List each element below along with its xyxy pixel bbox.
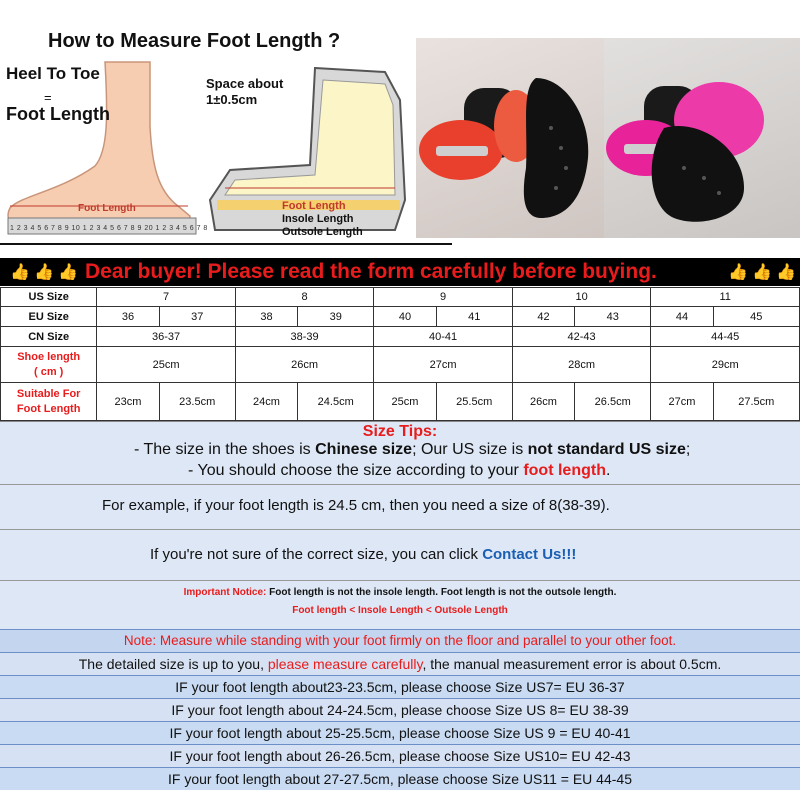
product-images-area: [0, 0, 800, 240]
space-about-label: [206, 76, 283, 108]
contact-us-link[interactable]: Contact Us!!!: [482, 546, 577, 563]
table-row: [1, 288, 800, 307]
table-cell: 38: [235, 307, 297, 327]
list-item: IF your foot length about23-23.5cm, please choose Size US7= EU 36-37: [0, 675, 800, 698]
red-slipper-image: [416, 38, 604, 238]
list-item: IF your foot length about 27-27.5cm, please choose Size US11 = EU 44-45: [0, 767, 800, 790]
table-cell: 39: [298, 307, 374, 327]
table-cell: 42: [512, 307, 574, 327]
size-tips-panel: [0, 421, 800, 484]
detail-highlight: please measure carefully: [267, 656, 423, 672]
insole-length-text: Insole Length: [282, 213, 354, 225]
tips-line-1: [134, 441, 690, 459]
shoe-length-unit: ( cm ): [34, 365, 64, 378]
table-cell: 27.5cm: [713, 383, 799, 421]
table-cell: 44: [651, 307, 713, 327]
table-cell: 40: [374, 307, 436, 327]
space-about-text: Space about: [206, 76, 284, 91]
size-guide-rows: [0, 629, 800, 790]
table-cell: 25cm: [97, 347, 236, 383]
contact-panel: [0, 529, 800, 580]
size-chart-table: [0, 287, 800, 421]
notice-text: Foot length is not the insole length. Foot length is not the outsole length.: [266, 587, 617, 598]
table-row: [1, 307, 800, 327]
list-item: IF your foot length about 24-24.5cm, please choose Size US 8= EU 38-39: [0, 698, 800, 721]
pink-slipper-image: [604, 38, 800, 238]
detail-text: , the manual measurement error is about 0.5cm.: [422, 656, 722, 672]
table-cell: 40-41: [374, 327, 513, 347]
table-cell: 44-45: [651, 327, 800, 347]
product-photo-red: [416, 38, 604, 238]
measure-title: How to Measure Foot Length ?: [48, 30, 341, 52]
table-cell: 8: [235, 288, 374, 307]
example-text: For example, if your foot length is 24.5 cm, then you need a size of 8(38-39).: [102, 497, 610, 514]
banner-text: Dear buyer! Please read the form carefully before buying.: [85, 260, 657, 283]
tips-text-bold: Chinese size: [315, 441, 413, 458]
thumbs-up-icon: 👍: [10, 264, 30, 281]
notice-formula: Foot length < Insole Length < Outsole Length: [292, 605, 508, 616]
measure-note-row: Note: Measure while standing with your foot firmly on the floor and parallel to your other foot.: [0, 629, 800, 652]
suitable-text: Suitable For: [16, 387, 81, 400]
thumbs-up-icon: 👍: [728, 264, 748, 281]
contact-prompt: If you're not sure of the correct size, you can click: [150, 546, 483, 563]
list-item: IF your foot length about 25-25.5cm, please choose Size US 9 = EU 40-41: [0, 721, 800, 744]
tips-line-2: [188, 462, 610, 480]
thumbs-up-icon: 👍: [58, 264, 78, 281]
table-cell: 25cm: [374, 383, 436, 421]
foot-length-text: Foot Length: [282, 200, 346, 212]
table-cell: 26cm: [235, 347, 374, 383]
table-cell: 25.5cm: [436, 383, 512, 421]
tips-text: - You should choose the size according to your: [188, 462, 524, 479]
divider-line: [0, 243, 452, 245]
table-row: [1, 347, 800, 383]
detail-row: [0, 652, 800, 675]
table-cell: 41: [436, 307, 512, 327]
size-tips-title: Size Tips:: [362, 423, 438, 440]
suitable-foot-length-label: [1, 383, 97, 421]
us-size-label: US Size: [1, 288, 97, 307]
thumbs-up-icon: 👍: [752, 264, 772, 281]
tips-text: ; Our US size is: [412, 441, 528, 458]
table-cell: 27cm: [651, 383, 713, 421]
table-cell: 37: [159, 307, 235, 327]
tips-text-highlight: foot length: [523, 462, 606, 479]
table-cell: 23.5cm: [159, 383, 235, 421]
length-labels: [282, 200, 363, 239]
notice-label: Important Notice:: [183, 587, 267, 598]
important-notice-panel: [0, 580, 800, 629]
thumbs-up-icon: 👍: [776, 264, 796, 281]
tips-text-bold: not standard US size: [527, 441, 686, 458]
list-item: IF your foot length about 26-26.5cm, please choose Size US10= EU 42-43: [0, 744, 800, 767]
tips-text: - The size in the shoes is: [134, 441, 316, 458]
table-cell: 7: [97, 288, 236, 307]
equals-label: =: [44, 90, 52, 105]
table-cell: 10: [512, 288, 651, 307]
table-cell: 28cm: [512, 347, 651, 383]
ruler-foot-length-label: Foot Length: [78, 203, 136, 214]
ruler-numbers: 1 2 3 4 5 6 7 8 9 10 1 2 3 4 5 6 7 8 9 20 1 2 3 4 5 6 7 8: [10, 225, 208, 232]
table-cell: 26.5cm: [575, 383, 651, 421]
table-row: [1, 383, 800, 421]
eu-size-label: EU Size: [1, 307, 97, 327]
notice-line-1: [0, 587, 800, 598]
table-cell: 36: [97, 307, 159, 327]
table-cell: 42-43: [512, 327, 651, 347]
table-cell: 36-37: [97, 327, 236, 347]
table-cell: 29cm: [651, 347, 800, 383]
outsole-length-text: Outsole Length: [282, 226, 363, 238]
table-row: [1, 327, 800, 347]
notice-banner: [0, 258, 800, 286]
tips-text: ;: [685, 441, 691, 458]
product-photo-pink: [604, 38, 800, 238]
thumbs-up-icon: 👍: [34, 264, 54, 281]
foot-length-text: Foot Length: [16, 402, 81, 415]
detail-text: The detailed size is up to you,: [78, 656, 268, 672]
shoe-length-text: Shoe length: [17, 350, 81, 363]
table-cell: 24cm: [235, 383, 297, 421]
space-about-value: 1±0.5cm: [206, 92, 258, 107]
tips-text: .: [605, 462, 611, 479]
table-cell: 45: [713, 307, 799, 327]
table-cell: 27cm: [374, 347, 513, 383]
shoe-length-label: [1, 347, 97, 383]
table-cell: 23cm: [97, 383, 159, 421]
table-cell: 24.5cm: [298, 383, 374, 421]
table-cell: 11: [651, 288, 800, 307]
table-cell: 9: [374, 288, 513, 307]
cn-size-label: CN Size: [1, 327, 97, 347]
measure-guide-image: [0, 0, 415, 240]
table-cell: 26cm: [512, 383, 574, 421]
example-panel: [0, 484, 800, 529]
foot-length-heading: Foot Length: [6, 104, 110, 124]
contact-text: [150, 546, 576, 563]
table-cell: 38-39: [235, 327, 374, 347]
heel-to-toe-label: Heel To Toe: [6, 64, 100, 83]
table-cell: 43: [575, 307, 651, 327]
